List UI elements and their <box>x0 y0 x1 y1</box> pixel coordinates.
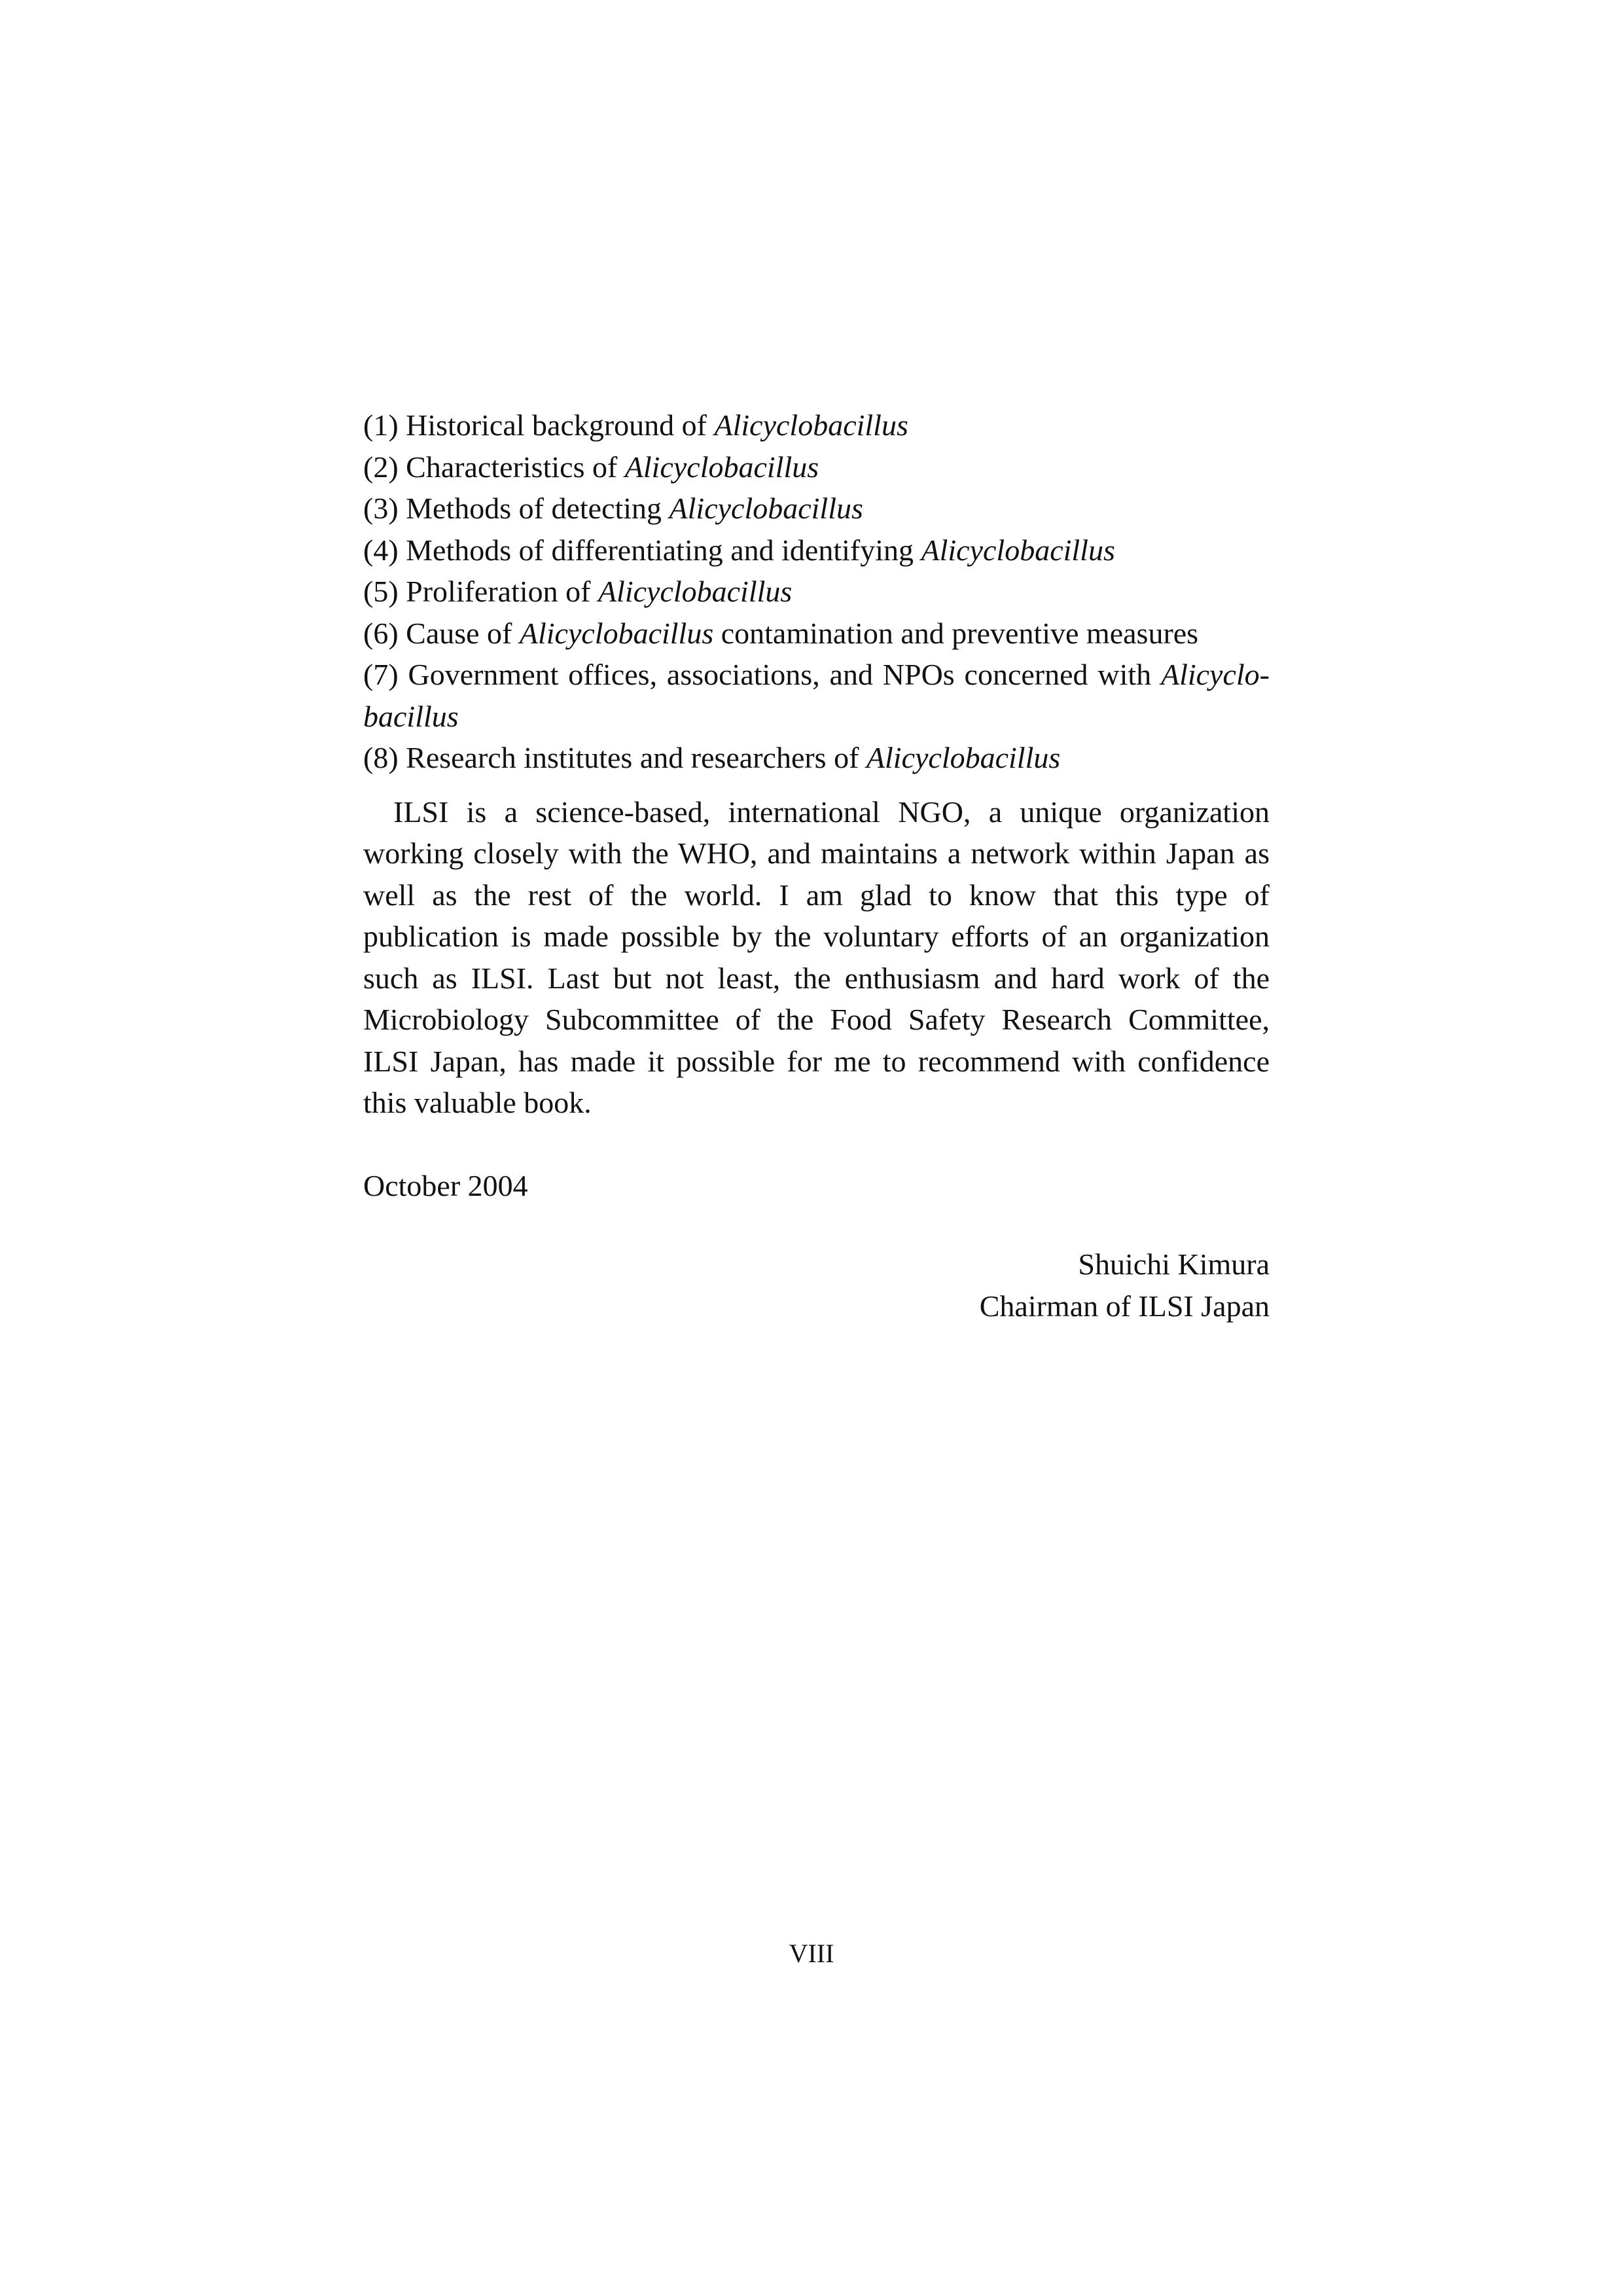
taxon-name: Alicyclobacillus <box>624 450 819 484</box>
list-item-text: (5) Proliferation of <box>363 575 598 608</box>
body-paragraph: ILSI is a science-based, international NGO, a unique organization working closely with the WHO, and maintains a network within Japan as well as the rest of the world. I am glad to know that this type of publication is made possible by the voluntary efforts of an organization such as ILSI. Last but not least, the enthusiasm and hard work of the Microbiology Subcommittee of the Food Safety Research Committee, ILSI Japan, has made it possible for me to recommend with confidence this valuable book. <box>363 795 1270 1119</box>
taxon-name-part1: Alicyclo- <box>1160 658 1270 691</box>
list-item-text: (1) Historical background of <box>363 408 715 442</box>
taxon-name: Alicyclobacillus <box>597 575 793 608</box>
signatory-name: Shuichi Kimura <box>1078 1247 1270 1281</box>
taxon-name: Alicyclobacillus <box>866 741 1061 774</box>
signature-block <box>363 1244 1270 1327</box>
list-item-text: (3) Methods of detecting <box>363 492 669 525</box>
taxon-name: Alicyclobacillus <box>714 408 908 442</box>
list-item-text: (6) Cause of <box>363 616 520 650</box>
list-item <box>363 737 1270 779</box>
taxon-name-part2: bacillus <box>363 699 459 733</box>
list-item <box>363 613 1270 655</box>
taxon-name: Alicyclobacillus <box>519 616 714 650</box>
taxon-name: Alicyclobacillus <box>669 492 863 525</box>
list-item <box>363 654 1270 737</box>
date-line: October 2004 <box>363 1168 528 1202</box>
list-item <box>363 571 1270 613</box>
list-item-text: (7) Government offices, associations, and NPOs concerned with <box>363 658 1161 691</box>
list-item-text: (4) Methods of differentiating and identifying <box>363 533 921 567</box>
list-item-suffix: contamination and preventive measures <box>713 616 1199 650</box>
page-number: VIII <box>789 1939 834 1968</box>
topic-list <box>363 404 1270 779</box>
list-item-text: (8) Research institutes and researchers of <box>363 741 866 774</box>
taxon-name: Alicyclobacillus <box>921 533 1115 567</box>
list-item <box>363 404 1270 446</box>
page-content <box>363 404 1270 1327</box>
list-item <box>363 446 1270 488</box>
list-item-text: (2) Characteristics of <box>363 450 625 484</box>
signatory-title: Chairman of ILSI Japan <box>979 1289 1270 1323</box>
list-item-first-line <box>363 654 1270 696</box>
list-item <box>363 529 1270 571</box>
list-item <box>363 488 1270 529</box>
